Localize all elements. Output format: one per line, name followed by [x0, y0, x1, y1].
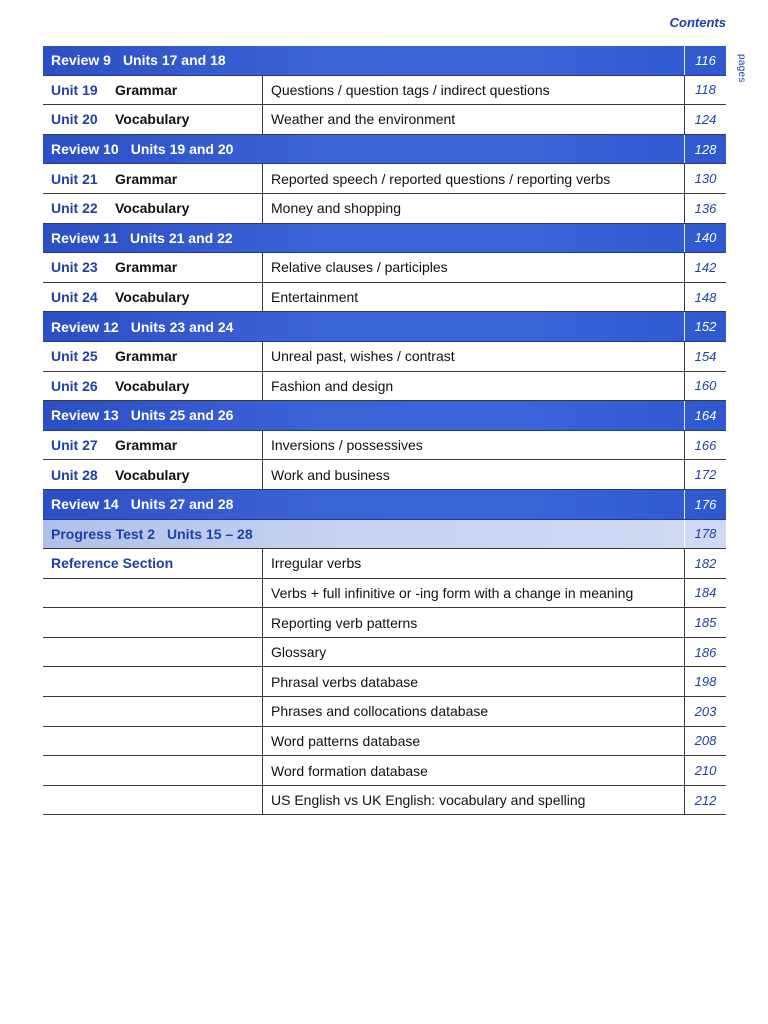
row-units: Units 23 and 24: [130, 318, 234, 335]
review-row: [43, 135, 726, 165]
pages-column-label: pages: [736, 54, 747, 83]
unit-number: Unit 19: [51, 81, 98, 98]
unit-topic: Relative clauses / participles: [271, 259, 448, 276]
page-number: 148: [684, 283, 726, 312]
unit-number: Unit 28: [51, 466, 98, 483]
reference-row: [43, 638, 726, 668]
page-number: 128: [684, 135, 726, 164]
row-units: Units 21 and 22: [129, 229, 233, 246]
unit-row: [43, 164, 726, 194]
unit-row: [43, 253, 726, 283]
page-number: 178: [684, 520, 726, 549]
unit-cell: [43, 431, 263, 460]
unit-cell: [43, 76, 263, 105]
row-heading: [43, 312, 684, 341]
unit-number: Unit 23: [51, 259, 98, 276]
page-number: 208: [684, 727, 726, 756]
unit-number: Unit 24: [51, 289, 98, 306]
unit-cell: [43, 283, 263, 312]
row-units: Units 27 and 28: [130, 496, 234, 513]
unit-number: Unit 22: [51, 200, 98, 217]
page-number: 176: [684, 490, 726, 519]
unit-type: Vocabulary: [115, 377, 190, 394]
reference-topic: Irregular verbs: [271, 555, 362, 572]
page-number: 130: [684, 164, 726, 193]
reference-label-cell: [43, 756, 263, 785]
reference-label-cell: [43, 638, 263, 667]
unit-topic: Reported speech / reported questions / reporting verbs: [271, 170, 611, 187]
page-number: 142: [684, 253, 726, 282]
unit-type: Vocabulary: [115, 289, 190, 306]
page-number: 182: [684, 549, 726, 578]
row-title: Review 9: [51, 52, 111, 69]
reference-section-label: Reference Section: [51, 555, 174, 572]
row-heading: [43, 135, 684, 164]
page-number: 166: [684, 431, 726, 460]
page-number: 185: [684, 608, 726, 637]
row-title: Review 12: [51, 318, 119, 335]
unit-number: Unit 20: [51, 111, 98, 128]
row-heading: [43, 490, 684, 519]
row-units: Units 15 – 28: [167, 525, 253, 542]
row-title: Review 14: [51, 496, 119, 513]
review-row: [43, 312, 726, 342]
page-number: 140: [684, 224, 726, 253]
reference-topic: Word formation database: [271, 762, 428, 779]
unit-number: Unit 21: [51, 170, 98, 187]
page-number: 152: [684, 312, 726, 341]
unit-cell: [43, 342, 263, 371]
reference-topic: Glossary: [271, 644, 327, 661]
reference-label-cell: [43, 727, 263, 756]
review-row: [43, 401, 726, 431]
reference-label-cell: [43, 549, 263, 578]
unit-row: [43, 76, 726, 106]
reference-label-cell: [43, 579, 263, 608]
unit-type: Grammar: [115, 437, 178, 454]
unit-number: Unit 26: [51, 377, 98, 394]
unit-cell: [43, 105, 263, 134]
unit-topic: Entertainment: [271, 289, 359, 306]
unit-row: [43, 283, 726, 313]
contents-table: [43, 46, 726, 815]
page-number: 184: [684, 579, 726, 608]
unit-type: Vocabulary: [115, 200, 190, 217]
unit-cell: [43, 164, 263, 193]
page-number: 136: [684, 194, 726, 223]
page-number: 198: [684, 667, 726, 696]
unit-type: Grammar: [115, 81, 178, 98]
unit-topic: Fashion and design: [271, 377, 394, 394]
page-number: 203: [684, 697, 726, 726]
reference-row: [43, 667, 726, 697]
progress-test-row: [43, 520, 726, 550]
page-number: 172: [684, 460, 726, 489]
reference-label-cell: [43, 786, 263, 815]
unit-type: Grammar: [115, 170, 178, 187]
unit-cell: [43, 460, 263, 489]
unit-type: Grammar: [115, 259, 178, 276]
unit-cell: [43, 253, 263, 282]
page-number: 160: [684, 372, 726, 401]
reference-label-cell: [43, 667, 263, 696]
reference-row: [43, 549, 726, 579]
unit-cell: [43, 372, 263, 401]
unit-topic: Unreal past, wishes / contrast: [271, 348, 455, 365]
unit-number: Unit 25: [51, 348, 98, 365]
row-heading: [43, 520, 684, 549]
reference-label-cell: [43, 608, 263, 637]
unit-row: [43, 372, 726, 402]
row-heading: [43, 46, 684, 75]
unit-type: Vocabulary: [115, 466, 190, 483]
unit-row: [43, 431, 726, 461]
page-number: 124: [684, 105, 726, 134]
unit-topic: Inversions / possessives: [271, 437, 423, 454]
unit-topic: Weather and the environment: [271, 111, 456, 128]
review-row: [43, 224, 726, 254]
row-heading: [43, 401, 684, 430]
unit-type: Vocabulary: [115, 111, 190, 128]
page-number: 118: [684, 76, 726, 105]
row-units: Units 17 and 18: [122, 52, 226, 69]
unit-row: [43, 105, 726, 135]
unit-row: [43, 194, 726, 224]
reference-topic: US English vs UK English: vocabulary and spelling: [271, 792, 586, 809]
row-title: Review 13: [51, 407, 119, 424]
unit-row: [43, 342, 726, 372]
unit-type: Grammar: [115, 348, 178, 365]
unit-topic: Work and business: [271, 466, 390, 483]
review-row: [43, 46, 726, 76]
reference-topic: Reporting verb patterns: [271, 614, 418, 631]
reference-topic: Phrases and collocations database: [271, 703, 489, 720]
reference-topic: Word patterns database: [271, 732, 421, 749]
reference-row: [43, 727, 726, 757]
row-title: Progress Test 2: [51, 525, 156, 542]
page-number: 212: [684, 786, 726, 815]
reference-row: [43, 579, 726, 609]
unit-cell: [43, 194, 263, 223]
row-title: Review 10: [51, 141, 119, 158]
review-row: [43, 490, 726, 520]
row-title: Review 11: [51, 229, 118, 246]
reference-row: [43, 608, 726, 638]
row-units: Units 19 and 20: [130, 141, 234, 158]
reference-label-cell: [43, 697, 263, 726]
unit-topic: Questions / question tags / indirect questions: [271, 81, 550, 98]
row-units: Units 25 and 26: [130, 407, 234, 424]
reference-row: [43, 786, 726, 816]
unit-number: Unit 27: [51, 437, 98, 454]
unit-topic: Money and shopping: [271, 200, 401, 217]
page-number: 116: [684, 46, 726, 75]
reference-row: [43, 756, 726, 786]
reference-topic: Verbs + full infinitive or -ing form with a change in meaning: [271, 584, 634, 601]
page-number: 210: [684, 756, 726, 785]
reference-topic: Phrasal verbs database: [271, 673, 419, 690]
page-title: Contents: [669, 15, 726, 30]
page-number: 164: [684, 401, 726, 430]
reference-row: [43, 697, 726, 727]
page-number: 186: [684, 638, 726, 667]
row-heading: [43, 224, 684, 253]
unit-row: [43, 460, 726, 490]
page-number: 154: [684, 342, 726, 371]
